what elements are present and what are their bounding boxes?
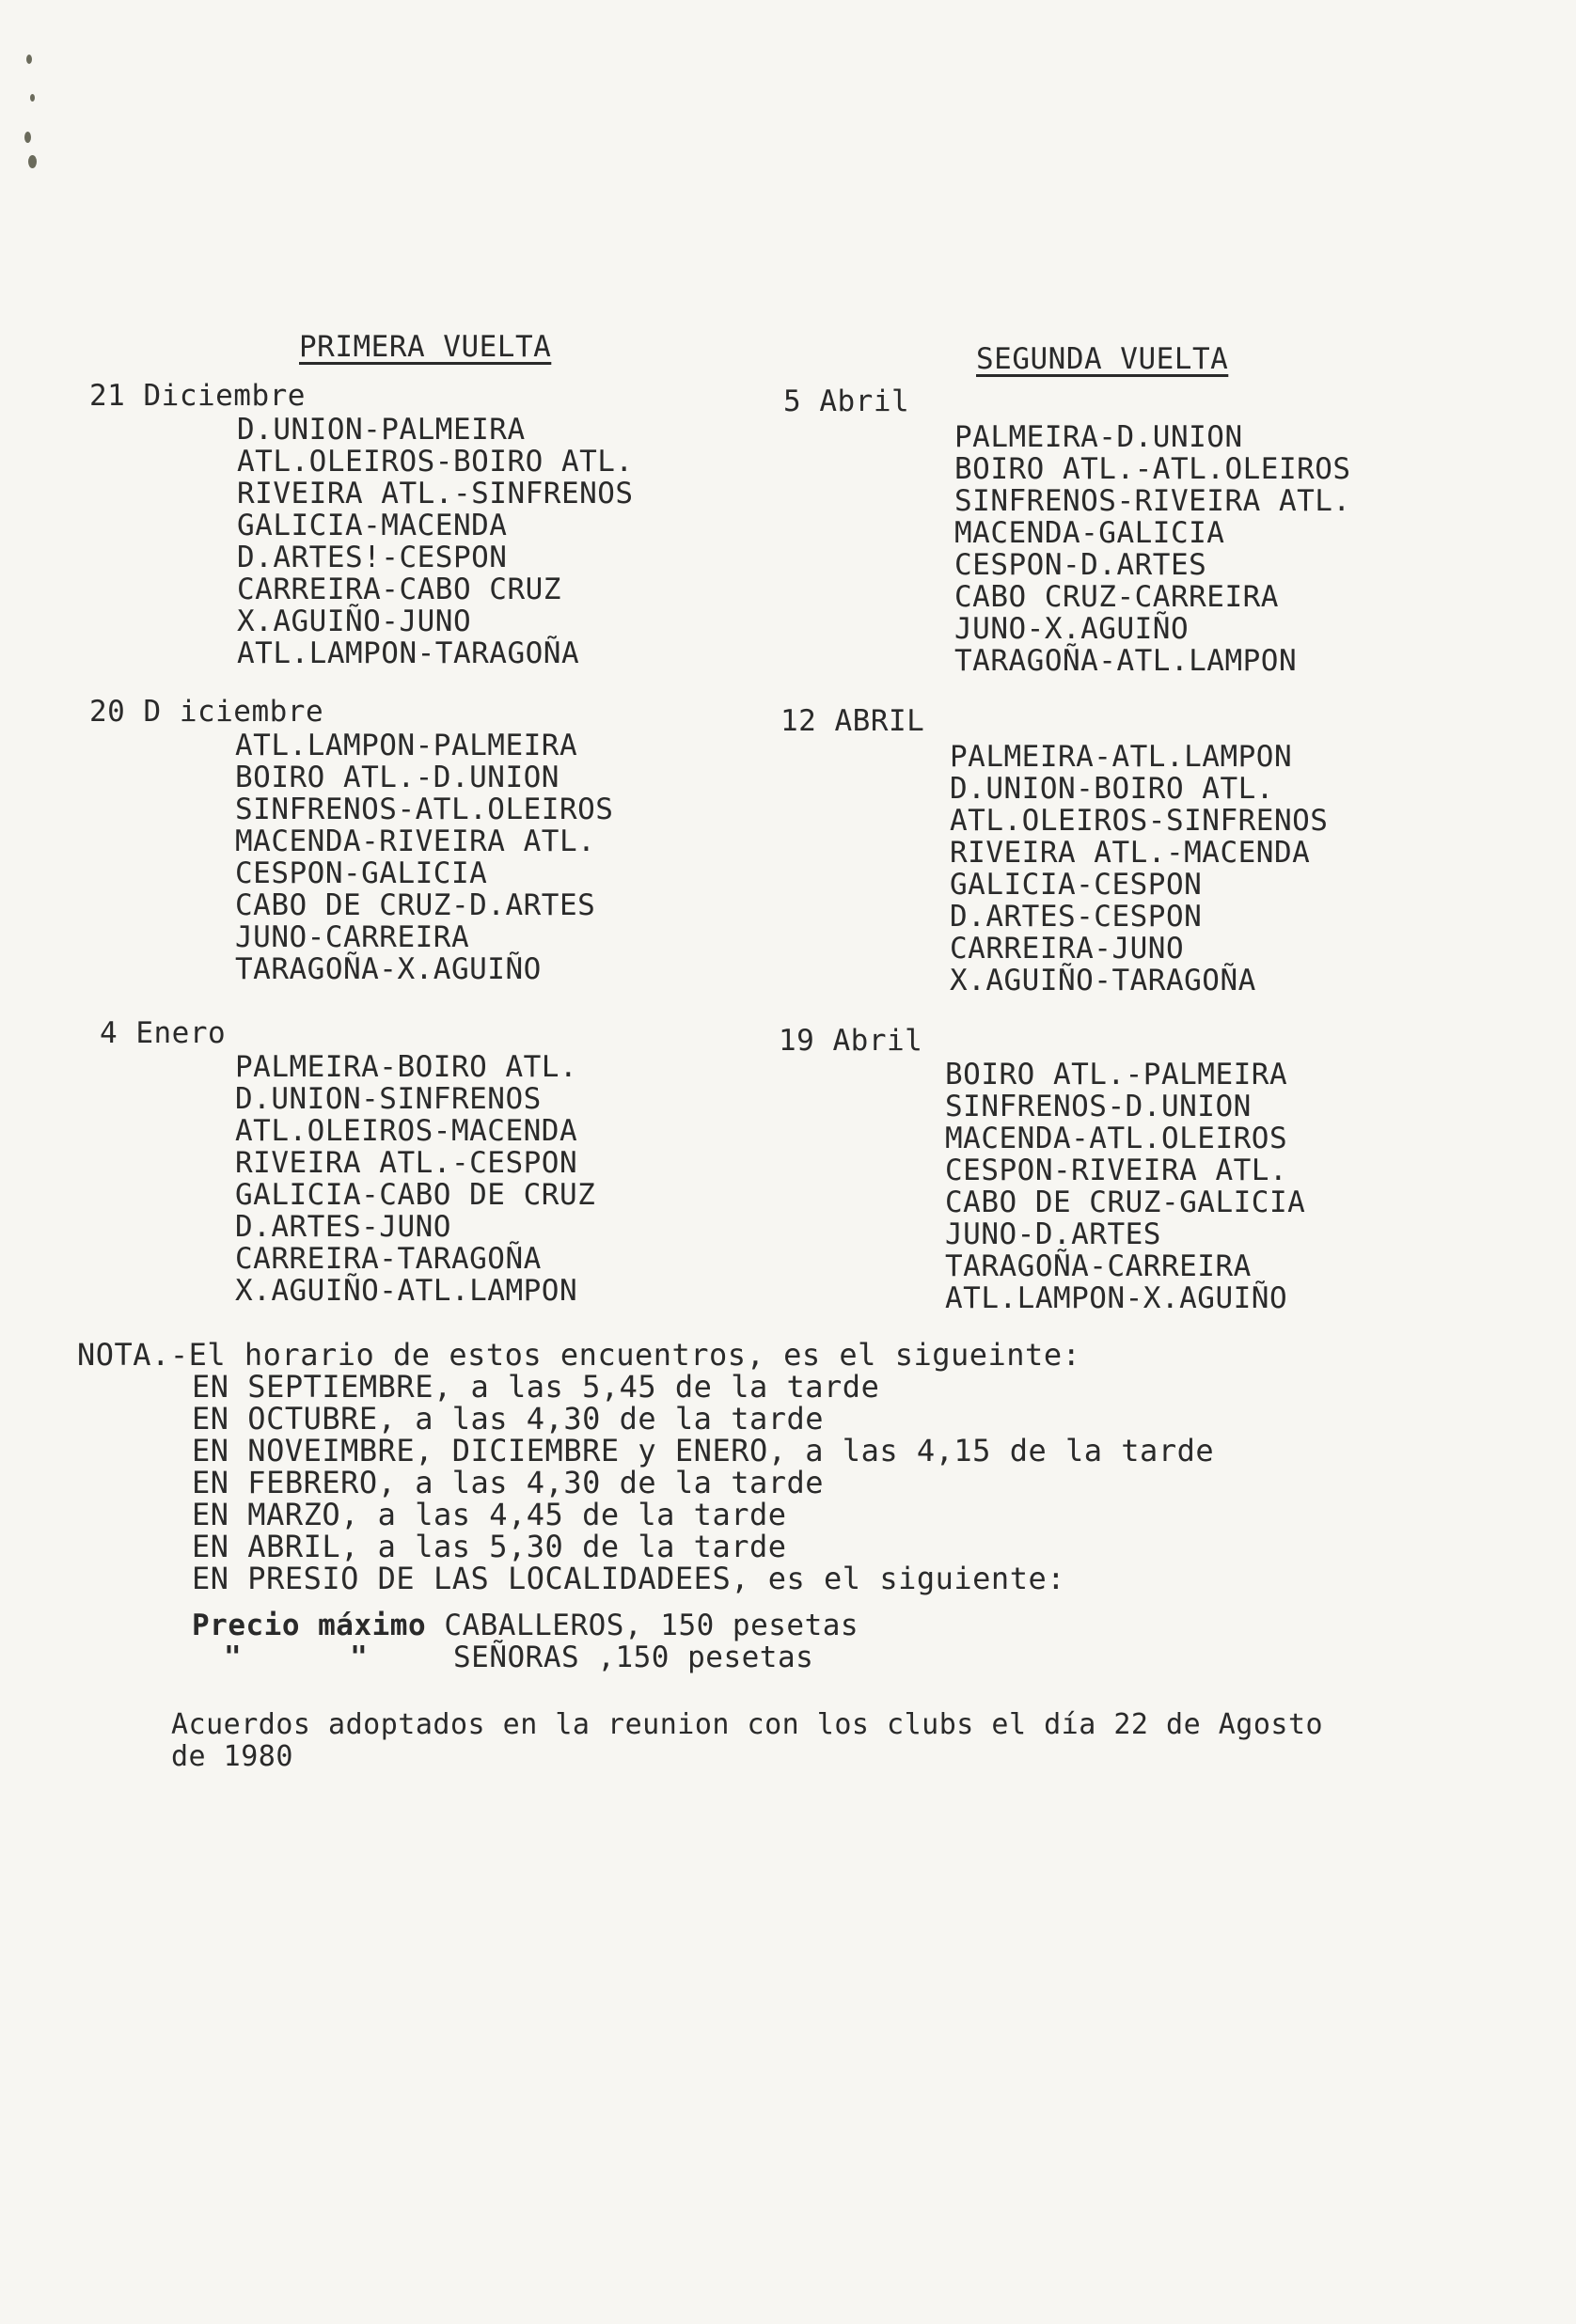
match: ATL.LAMPON-X.AGUIÑO xyxy=(945,1281,1288,1315)
nota-line: EN ABRIL, a las 5,30 de la tarde xyxy=(192,1529,787,1564)
match-list xyxy=(237,414,634,669)
nota-line: EN OCTUBRE, a las 4,30 de la tarde xyxy=(192,1401,825,1437)
match: JUNO-D.ARTES xyxy=(945,1217,1161,1251)
match: CABO DE CRUZ-D.ARTES xyxy=(235,888,596,922)
nota-line: EN SEPTIEMBRE, a las 5,45 de la tarde xyxy=(192,1369,880,1405)
match: CABO DE CRUZ-GALICIA xyxy=(945,1186,1306,1219)
match: CESPON-RIVEIRA ATL. xyxy=(945,1154,1288,1187)
nota-line: EN FEBRERO, a las 4,30 de la tarde xyxy=(192,1465,825,1500)
match: CESPON-GALICIA xyxy=(235,856,488,890)
match: TARAGOÑA-X.AGUIÑO xyxy=(235,952,542,986)
match-list xyxy=(235,1051,595,1307)
nota-intro: NOTA.-El horario de estos encuentros, es el sigueinte: xyxy=(77,1337,1081,1373)
precio-ditto: " " xyxy=(224,1641,369,1674)
ink-speck xyxy=(24,132,31,143)
match: CARREIRA-JUNO xyxy=(950,932,1185,966)
match: X.AGUIÑO-TARAGOÑA xyxy=(950,964,1256,997)
primera-vuelta-heading: PRIMERA VUELTA xyxy=(299,330,552,364)
match: RIVEIRA ATL.-MACENDA xyxy=(950,836,1311,870)
ink-speck xyxy=(28,155,37,168)
match-list xyxy=(235,730,613,985)
match: CARREIRA-TARAGOÑA xyxy=(235,1242,542,1276)
ink-speck xyxy=(30,94,35,102)
match: X.AGUIÑO-JUNO xyxy=(237,605,472,638)
precio-caballeros: CABALLEROS, 150 pesetas xyxy=(444,1609,859,1642)
match: CESPON-D.ARTES xyxy=(954,548,1207,582)
match: PALMEIRA-BOIRO ATL. xyxy=(235,1050,578,1084)
match-list xyxy=(954,421,1351,677)
round-date: 19 Abril xyxy=(779,1024,923,1058)
match: D.UNION-SINFRENOS xyxy=(235,1082,542,1116)
match: BOIRO ATL.-D.UNION xyxy=(235,761,559,794)
precio-senoras: SEÑORAS ,150 pesetas xyxy=(453,1641,814,1674)
match: GALICIA-CESPON xyxy=(950,868,1203,902)
match: RIVEIRA ATL.-SINFRENOS xyxy=(237,477,634,510)
round-date: 4 Enero xyxy=(100,1016,227,1050)
match: BOIRO ATL.-ATL.OLEIROS xyxy=(954,452,1351,486)
match: ATL.OLEIROS-MACENDA xyxy=(235,1114,578,1148)
match: RIVEIRA ATL.-CESPON xyxy=(235,1146,578,1180)
match: D.ARTES!-CESPON xyxy=(237,541,508,574)
match: D.UNION-BOIRO ATL. xyxy=(950,772,1274,806)
precio-line xyxy=(192,1610,859,1641)
match: PALMEIRA-ATL.LAMPON xyxy=(950,740,1293,774)
match: MACENDA-GALICIA xyxy=(954,516,1225,550)
match: D.ARTES-JUNO xyxy=(235,1210,451,1244)
match: GALICIA-MACENDA xyxy=(237,509,508,542)
match: ATL.OLEIROS-BOIRO ATL. xyxy=(237,445,634,479)
match: PALMEIRA-D.UNION xyxy=(954,420,1243,454)
round-date: 21 Diciembre xyxy=(89,379,306,413)
acuerdos-line: Acuerdos adoptados en la reunion con los clubs el día 22 de Agosto xyxy=(171,1708,1324,1741)
match: MACENDA-RIVEIRA ATL. xyxy=(235,824,596,858)
match: TARAGOÑA-ATL.LAMPON xyxy=(954,644,1298,678)
match: BOIRO ATL.-PALMEIRA xyxy=(945,1058,1288,1091)
nota-line: EN PRESIO DE LAS LOCALIDADEES, es el siguiente: xyxy=(192,1561,1065,1596)
match: CARREIRA-CABO CRUZ xyxy=(237,573,561,606)
nota-line: EN MARZO, a las 4,45 de la tarde xyxy=(192,1497,787,1532)
match: JUNO-CARREIRA xyxy=(235,920,470,954)
nota-schedule xyxy=(192,1371,1214,1594)
acuerdos-year: de 1980 xyxy=(171,1740,293,1773)
match: CABO CRUZ-CARREIRA xyxy=(954,580,1279,614)
match: SINFRENOS-ATL.OLEIROS xyxy=(235,793,614,826)
nota-line: EN NOVEIMBRE, DICIEMBRE y ENERO, a las 4,15 de la tarde xyxy=(192,1433,1215,1468)
match: D.ARTES-CESPON xyxy=(950,900,1203,934)
precio-label: Precio máximo xyxy=(192,1609,427,1642)
match: SINFRENOS-D.UNION xyxy=(945,1090,1252,1123)
segunda-vuelta-heading: SEGUNDA VUELTA xyxy=(976,342,1229,376)
match-list xyxy=(950,741,1328,997)
match: GALICIA-CABO DE CRUZ xyxy=(235,1178,596,1212)
match: D.UNION-PALMEIRA xyxy=(237,413,526,447)
match: ATL.LAMPON-PALMEIRA xyxy=(235,729,578,762)
round-date: 12 ABRIL xyxy=(780,704,925,738)
match: SINFRENOS-RIVEIRA ATL. xyxy=(954,484,1351,518)
match-list xyxy=(945,1059,1305,1314)
match: X.AGUIÑO-ATL.LAMPON xyxy=(235,1274,578,1308)
match: ATL.LAMPON-TARAGOÑA xyxy=(237,636,580,670)
match: MACENDA-ATL.OLEIROS xyxy=(945,1122,1288,1155)
match: TARAGOÑA-CARREIRA xyxy=(945,1249,1252,1283)
ink-speck xyxy=(26,55,32,64)
round-date: 20 D iciembre xyxy=(89,695,324,729)
match: JUNO-X.AGUIÑO xyxy=(954,612,1190,646)
match: ATL.OLEIROS-SINFRENOS xyxy=(950,804,1329,838)
round-date: 5 Abril xyxy=(783,385,910,418)
